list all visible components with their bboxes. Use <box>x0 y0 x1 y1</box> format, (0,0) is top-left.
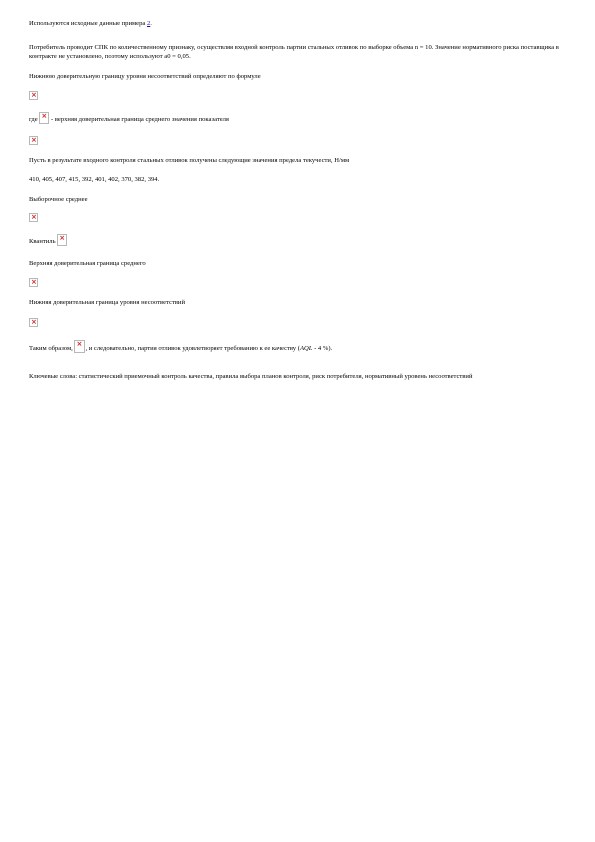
upper-bound-formula-image <box>29 136 569 145</box>
conclusion-text: , и следовательно, партия отливок удовлетворяет требованию к ее качеству ( <box>85 344 300 352</box>
lower-bound-image <box>29 318 569 327</box>
broken-image-icon: × <box>31 136 37 144</box>
measurements-values: 410, 405, 407, 415, 392, 401, 402, 370, 382, 394. <box>29 176 160 183</box>
definition-paragraph <box>29 112 569 124</box>
upper-bound-image <box>29 278 569 287</box>
definition-prefix: где <box>29 115 38 123</box>
sample-mean-label: Выборочное среднее <box>29 196 88 203</box>
quantile-label: Квантиль <box>29 237 56 245</box>
intro-tail: . <box>150 20 152 27</box>
aql-abbreviation: AQL <box>299 344 313 352</box>
broken-image-icon: × <box>31 278 37 286</box>
broken-image-icon: × <box>31 318 37 326</box>
intro-text: Используются исходные данные примера <box>29 20 147 27</box>
example-link[interactable]: 2 <box>146 20 151 27</box>
conclusion-prefix: Таким образом, <box>29 344 73 352</box>
quantile-paragraph <box>29 234 569 246</box>
broken-image-icon: × <box>39 112 49 124</box>
conclusion-tail: - 4 %). <box>312 344 333 352</box>
broken-image-icon: × <box>31 91 37 99</box>
intro-paragraph <box>29 19 569 28</box>
formula-image <box>29 91 569 100</box>
formula-intro-paragraph: Нижнюю доверительную границу уровня несоответствий определяют по формуле <box>29 73 261 80</box>
broken-image-icon: × <box>31 213 37 221</box>
context-paragraph: Потребитель проводит СПК по количественному признаку, осуществляя входной контроль партии стальных отливок по выборке объема n = 10. Значение нормативного риска поставщика в контракте не установлено, поэтому используют a0 = 0,05. <box>29 44 559 61</box>
keywords-paragraph: Ключевые слова: статистический приемочный контроль качества, правила выбора планов контроля, риск потребителя, нормативный уровень несоответствий <box>29 373 473 380</box>
measurements-intro-paragraph: Пусть в результате входного контроля стальных отливок получены следующие значения предела текучести, Н/мм <box>29 157 350 164</box>
lower-bound-label: Нижняя доверительная граница уровня несоответствий <box>29 299 185 306</box>
conclusion-paragraph <box>29 340 569 353</box>
upper-bound-label: Верхняя доверительная граница среднего <box>29 260 146 267</box>
broken-image-icon: × <box>57 234 67 246</box>
definition-text: - верхняя доверительная граница среднего значения показателя <box>49 115 229 123</box>
sample-mean-image <box>29 213 569 222</box>
broken-image-icon: × <box>74 340 85 353</box>
